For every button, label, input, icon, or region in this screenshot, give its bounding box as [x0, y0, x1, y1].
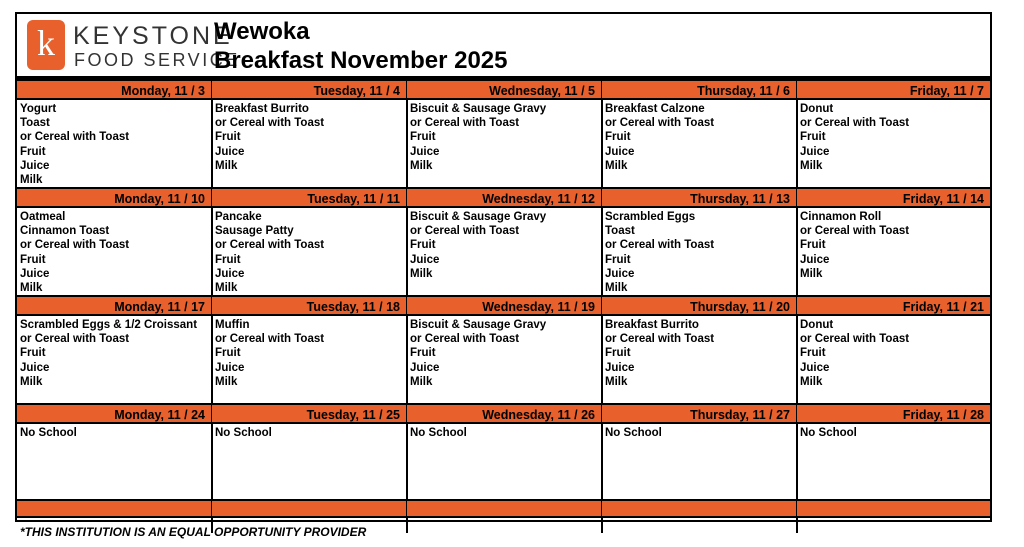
- day-menu: [602, 208, 798, 297]
- menu-item: Cinnamon Roll: [800, 211, 882, 223]
- menu-item: Pancake: [215, 211, 262, 223]
- logo-text-food-service: FOOD SERVICE: [74, 50, 240, 70]
- menu-item: Milk: [410, 375, 433, 388]
- day-header: Tuesday, 11 / 25: [212, 405, 408, 424]
- menu-item: Milk: [410, 159, 433, 172]
- menu-item: Fruit: [215, 253, 241, 266]
- menu-item: or Cereal with Toast: [215, 333, 325, 346]
- menu-item: Fruit: [605, 347, 631, 360]
- menu-item: Milk: [20, 282, 43, 295]
- day-header: Tuesday, 11 / 18: [212, 297, 408, 316]
- menu-item: Fruit: [215, 131, 241, 144]
- day-menu: [212, 424, 408, 501]
- menu-item: or Cereal with Toast: [800, 225, 910, 238]
- day-header: Friday, 11 / 21: [797, 297, 990, 316]
- menu-item: No School: [20, 427, 77, 439]
- menu-item: Fruit: [20, 253, 46, 266]
- menu-item: No School: [800, 427, 857, 439]
- menu-item: or Cereal with Toast: [605, 117, 715, 130]
- day-header: Monday, 11 / 3: [17, 81, 213, 100]
- menu-item: or Cereal with Toast: [20, 333, 130, 346]
- menu-item: Milk: [800, 267, 823, 280]
- menu-item: Milk: [410, 267, 433, 280]
- day-header: Wednesday, 11 / 19: [407, 297, 603, 316]
- menu-item: Scrambled Eggs: [605, 211, 696, 223]
- empty-header-row: [602, 501, 798, 518]
- logo-text-keystone: KEYSTONE: [73, 22, 233, 50]
- day-menu: [797, 100, 990, 189]
- day-menu: [407, 100, 603, 189]
- day-menu: [212, 208, 408, 297]
- menu-item: or Cereal with Toast: [605, 239, 715, 252]
- menu-item: Fruit: [800, 239, 826, 252]
- menu-item: or Cereal with Toast: [605, 333, 715, 346]
- menu-item: No School: [215, 427, 272, 439]
- day-header: Thursday, 11 / 20: [602, 297, 798, 316]
- menu-item: Yogurt: [20, 103, 57, 115]
- menu-item: Sausage Patty: [215, 225, 294, 238]
- day-header: Thursday, 11 / 27: [602, 405, 798, 424]
- menu-item: Juice: [215, 361, 245, 374]
- page-title: Breakfast November 2025: [214, 47, 508, 74]
- day-header: Friday, 11 / 7: [797, 81, 990, 100]
- menu-item: Fruit: [605, 253, 631, 266]
- menu-item: Juice: [800, 361, 830, 374]
- logo-letter: k: [37, 23, 55, 63]
- menu-item: or Cereal with Toast: [410, 333, 520, 346]
- menu-item: Juice: [800, 253, 830, 266]
- menu-item: Milk: [605, 159, 628, 172]
- menu-item: or Cereal with Toast: [410, 117, 520, 130]
- menu-item: Cinnamon Toast: [20, 225, 110, 238]
- day-header: Tuesday, 11 / 11: [212, 189, 408, 208]
- day-menu: [602, 100, 798, 189]
- menu-item: Juice: [410, 253, 440, 266]
- day-menu: [797, 316, 990, 405]
- day-menu: [602, 424, 798, 501]
- menu-item: No School: [605, 427, 662, 439]
- empty-header-row: [17, 501, 213, 518]
- menu-item: Milk: [605, 375, 628, 388]
- menu-item: Juice: [20, 361, 50, 374]
- menu-item: Juice: [215, 145, 245, 158]
- menu-item: Milk: [20, 174, 43, 187]
- day-menu: [407, 424, 603, 501]
- menu-item: Toast: [605, 225, 635, 238]
- equal-opportunity-note: *THIS INSTITUTION IS AN EQUAL OPPORTUNITY PROVIDER: [20, 525, 367, 539]
- menu-item: or Cereal with Toast: [20, 239, 130, 252]
- empty-body-row: [602, 518, 798, 533]
- day-header: Friday, 11 / 14: [797, 189, 990, 208]
- menu-item: Milk: [20, 375, 43, 388]
- menu-item: Milk: [605, 282, 628, 295]
- menu-item: or Cereal with Toast: [215, 239, 325, 252]
- day-menu: [602, 316, 798, 405]
- menu-item: Juice: [410, 361, 440, 374]
- menu-item: Juice: [20, 267, 50, 280]
- menu-item: Juice: [605, 267, 635, 280]
- menu-item: Fruit: [215, 347, 241, 360]
- day-header: Monday, 11 / 17: [17, 297, 213, 316]
- menu-item: or Cereal with Toast: [410, 225, 520, 238]
- day-menu: [17, 208, 213, 297]
- day-header: Monday, 11 / 24: [17, 405, 213, 424]
- header: [17, 14, 990, 76]
- menu-item: Milk: [800, 375, 823, 388]
- day-header: Wednesday, 11 / 5: [407, 81, 603, 100]
- school-name: Wewoka: [214, 18, 310, 45]
- menu-item: Milk: [800, 159, 823, 172]
- day-menu: [212, 316, 408, 405]
- menu-item: Milk: [215, 375, 238, 388]
- empty-header-row: [797, 501, 990, 518]
- empty-header-row: [407, 501, 603, 518]
- menu-item: Breakfast Burrito: [605, 319, 699, 331]
- menu-item: Biscuit & Sausage Gravy: [410, 319, 547, 331]
- day-header: Wednesday, 11 / 12: [407, 189, 603, 208]
- day-header: Friday, 11 / 28: [797, 405, 990, 424]
- menu-item: Fruit: [800, 131, 826, 144]
- day-menu: [17, 316, 213, 405]
- menu-item: Muffin: [215, 319, 250, 331]
- day-header: Thursday, 11 / 6: [602, 81, 798, 100]
- menu-item: Toast: [20, 117, 50, 130]
- menu-calendar: [15, 12, 992, 522]
- menu-item: Biscuit & Sausage Gravy: [410, 211, 547, 223]
- day-menu: [407, 208, 603, 297]
- day-header: Monday, 11 / 10: [17, 189, 213, 208]
- day-menu: [797, 424, 990, 501]
- menu-item: Donut: [800, 319, 834, 331]
- menu-item: or Cereal with Toast: [215, 117, 325, 130]
- menu-item: Fruit: [20, 145, 46, 158]
- keystone-logo-icon: [27, 20, 65, 70]
- day-menu: [407, 316, 603, 405]
- day-header: Wednesday, 11 / 26: [407, 405, 603, 424]
- menu-item: Breakfast Burrito: [215, 103, 309, 115]
- menu-item: Milk: [215, 282, 238, 295]
- menu-item: Juice: [410, 145, 440, 158]
- day-header: Tuesday, 11 / 4: [212, 81, 408, 100]
- menu-item: Juice: [800, 145, 830, 158]
- menu-item: No School: [410, 427, 467, 439]
- menu-item: Fruit: [410, 239, 436, 252]
- menu-item: or Cereal with Toast: [20, 131, 130, 144]
- menu-item: or Cereal with Toast: [800, 117, 910, 130]
- menu-item: Juice: [215, 267, 245, 280]
- menu-item: Donut: [800, 103, 834, 115]
- day-menu: [797, 208, 990, 297]
- menu-item: Fruit: [410, 131, 436, 144]
- empty-body-row: [797, 518, 990, 533]
- menu-item: Juice: [605, 361, 635, 374]
- menu-item: Fruit: [800, 347, 826, 360]
- menu-item: Juice: [605, 145, 635, 158]
- menu-item: Biscuit & Sausage Gravy: [410, 103, 547, 115]
- empty-header-row: [212, 501, 408, 518]
- day-menu: [17, 424, 213, 501]
- menu-item: Fruit: [410, 347, 436, 360]
- menu-item: Fruit: [20, 347, 46, 360]
- day-header: Thursday, 11 / 13: [602, 189, 798, 208]
- menu-item: Milk: [215, 159, 238, 172]
- menu-item: Fruit: [605, 131, 631, 144]
- day-menu: [212, 100, 408, 189]
- empty-body-row: [407, 518, 603, 533]
- menu-item: Oatmeal: [20, 211, 66, 223]
- day-menu: [17, 100, 213, 189]
- menu-item: Breakfast Calzone: [605, 103, 705, 115]
- menu-item: Juice: [20, 159, 50, 172]
- menu-item: Scrambled Eggs & 1/2 Croissant: [20, 319, 198, 331]
- menu-item: or Cereal with Toast: [800, 333, 910, 346]
